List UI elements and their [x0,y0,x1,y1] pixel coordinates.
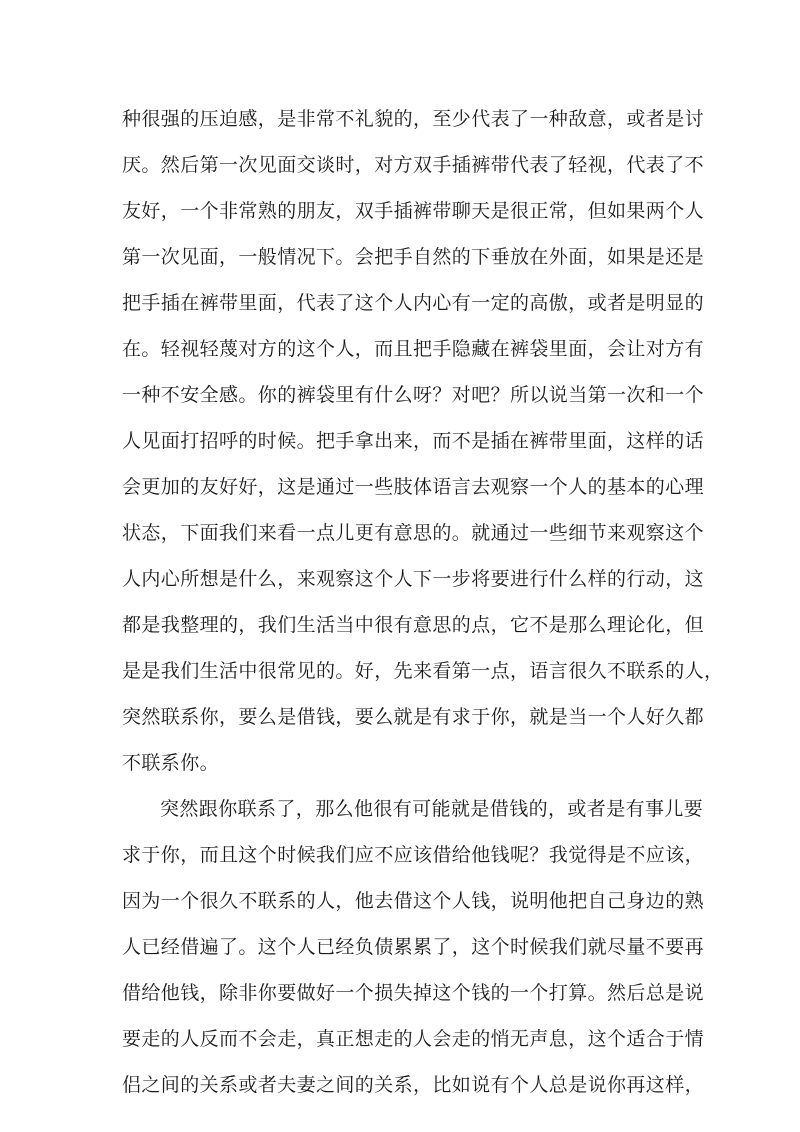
text-line: 要走的人反而不会走，真正想走的人会走的悄无声息，这个适合于情 [122,1028,705,1050]
text-line: 一种不安全感。你的裤袋里有什么呀？对吧？所以说当第一次和一个 [122,384,705,406]
text-line: 人见面打招呼的时候。把手拿出来，而不是插在裤带里面，这样的话 [122,430,705,452]
text-line: 不联系你。 [122,752,220,774]
text-line: 第一次见面，一般情况下。会把手自然的下垂放在外面，如果是还是 [122,246,705,268]
text-line: 侣之间的关系或者夫妻之间的关系，比如说有个人总是说你再这样， [122,1074,705,1096]
text-line: 把手插在裤带里面，代表了这个人内心有一定的高傲，或者是明显的 [122,292,705,314]
text-line: 是是我们生活中很常见的。好，先来看第一点，语言很久不联系的人， [122,660,724,682]
text-line: 求于你，而且这个时候我们应不应该借给他钱呢？我觉得是不应该， [122,844,705,866]
text-line: 借给他钱，除非你要做好一个损失掉这个钱的一个打算。然后总是说 [122,982,705,1004]
text-line: 突然联系你，要么是借钱，要么就是有求于你，就是当一个人好久都 [122,706,705,728]
text-line: 厌。然后第一次见面交谈时，对方双手插裤带代表了轻视，代表了不 [122,154,705,176]
text-line: 状态，下面我们来看一点儿更有意思的。就通过一些细节来观察这个 [122,522,705,544]
text-line: 都是我整理的，我们生活当中很有意思的点，它不是那么理论化，但 [122,614,705,636]
text-line: 种很强的压迫感，是非常不礼貌的，至少代表了一种敌意，或者是讨 [122,108,705,130]
text-line: 突然跟你联系了，那么他很有可能就是借钱的，或者是有事儿要 [160,798,704,820]
text-line: 会更加的友好好，这是通过一些肢体语言去观察一个人的基本的心理 [122,476,705,498]
paragraph-1 [122,96,724,786]
body-text [122,96,724,1108]
text-line: 友好，一个非常熟的朋友，双手插裤带聊天是很正常，但如果两个人 [122,200,705,222]
paragraph-2 [122,786,705,1108]
text-line: 人已经借遍了。这个人已经负债累累了，这个时候我们就尽量不要再 [122,936,705,958]
text-line: 在。轻视轻蔑对方的这个人，而且把手隐藏在裤袋里面，会让对方有 [122,338,705,360]
text-line: 因为一个很久不联系的人，他去借这个人钱，说明他把自己身边的熟 [122,890,705,912]
text-line: 人内心所想是什么，来观察这个人下一步将要进行什么样的行动，这 [122,568,705,590]
